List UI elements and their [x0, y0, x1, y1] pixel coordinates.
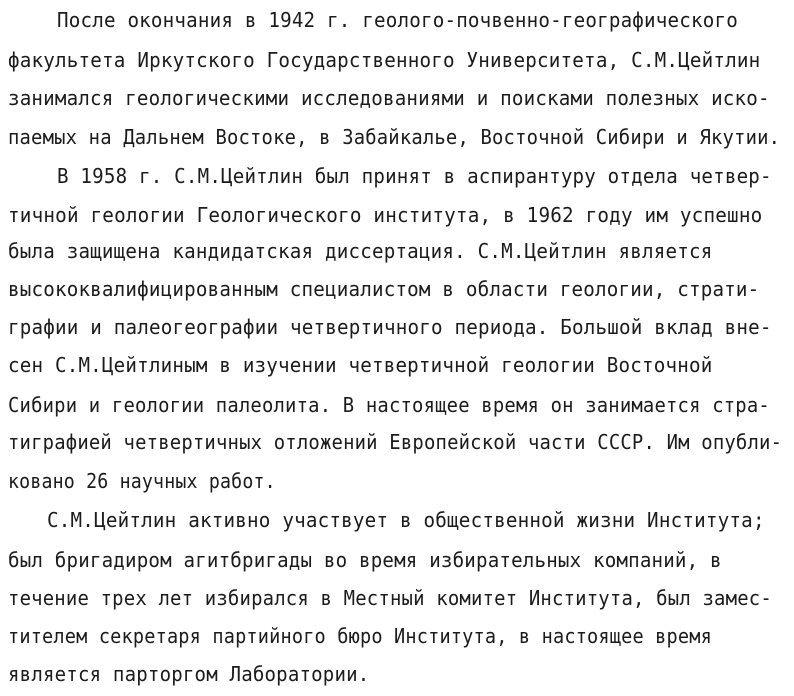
text-line: была защищена кандидатская диссертация. С.М.Цейтлин является — [8, 239, 713, 263]
text-line: течение трех лет избирался в Местный комитет Института, был замес- — [8, 586, 772, 610]
text-line: занимался геологическими исследованиями и поисками полезных иско- — [8, 86, 770, 110]
text-line: тителем секретаря партийного бюро Института, в настоящее время — [8, 624, 712, 648]
text-line: тиграфией четвертичных отложений Европейской части СССР. Им опубли- — [8, 430, 783, 454]
text-line: В 1958 г. С.М.Цейтлин был принят в аспирантуру отдела четвер- — [57, 164, 772, 188]
text-line: После окончания в 1942 г. геолого-почвенно-географического — [57, 8, 738, 32]
text-line: С.М.Цейтлин активно участвует в общественной жизни Института; — [47, 508, 765, 532]
text-line: был бригадиром агитбригады во время избирательных компаний, в — [8, 548, 722, 572]
text-line: ковано 26 научных работ. — [8, 469, 276, 493]
text-line: Сибири и геологии палеолита. В настоящее время он занимается стра- — [8, 393, 770, 417]
text-line: является парторгом Лаборатории. — [8, 662, 370, 686]
text-line: паемых на Дальнем Востоке, в Забайкалье, Восточной Сибири и Якутии. — [8, 125, 781, 149]
text-line: факультета Иркутского Государственного Университета, С.М.Цейтлин — [8, 48, 761, 72]
text-line: графии и палеогеографии четвертичного периода. Большой вклад вне- — [8, 315, 772, 339]
text-line: высококвалифицированным специалистом в области геологии, страти- — [8, 277, 760, 301]
text-line: тичной геологии Геологического института, в 1962 году им успешно — [8, 203, 763, 227]
text-line: сен С.М.Цейтлиным в изучении четвертичной геологии Восточной — [8, 353, 713, 377]
